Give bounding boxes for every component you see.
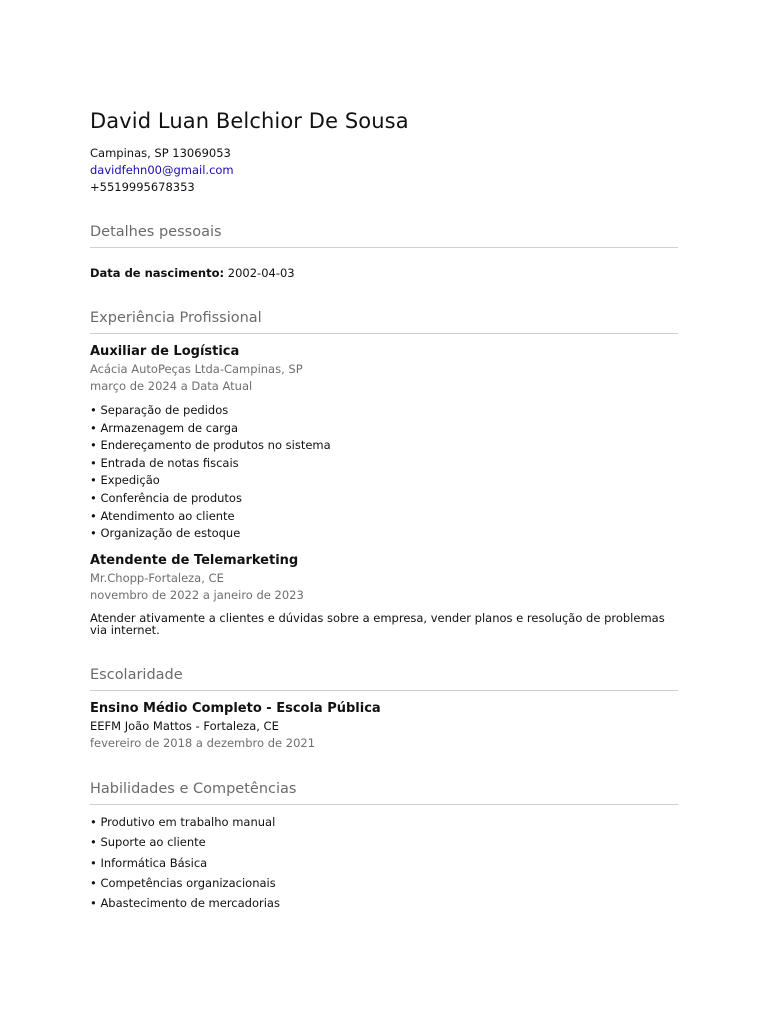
email-link[interactable]: davidfehn00@gmail.com [90,163,234,177]
birth-date-label: Data de nascimento: [90,266,225,280]
list-item: • Suporte ao cliente [90,835,206,850]
list-item: • Separação de pedidos [90,403,229,417]
job-company: Mr.Chopp-Fortaleza, CE [90,570,224,585]
job-company: Acácia AutoPeças Ltda-Campinas, SP [90,362,303,376]
job-title: Auxiliar de Logística [90,344,240,359]
section-title-education: Escolaridade [90,666,183,683]
education-degree: Ensino Médio Completo - Escola Pública [90,700,381,716]
section-skills [90,779,678,914]
candidate-name: David Luan Belchior De Sousa [90,109,409,133]
list-item: • Atendimento ao cliente [90,508,235,523]
list-item: • Conferência de produtos [90,490,242,505]
section-education [90,665,678,752]
skills-list [90,812,678,914]
list-item: • Informática Básica [90,855,208,870]
list-item: • Entrada de notas fiscais [90,455,239,470]
location: Campinas, SP 13069053 [90,146,231,160]
section-divider [90,804,678,805]
section-title-personal: Detalhes pessoais [90,224,222,240]
list-item: • Expedição [90,473,160,488]
job-entry [90,343,678,543]
list-item: • Armazenagem de carga [90,420,239,435]
section-experience [90,308,678,636]
phone: +5519995678353 [90,180,195,194]
list-item: • Produtivo em trabalho manual [90,814,276,829]
list-item: • Competências organizacionais [90,875,276,890]
job-period: março de 2024 a Data Atual [90,379,253,393]
job-duties-list [90,402,678,543]
job-period: novembro de 2022 a janeiro de 2023 [90,587,304,602]
birth-date-value: 2002-04-03 [227,266,295,280]
section-personal [90,222,678,281]
list-item: • Organização de estoque [90,526,241,541]
list-item: • Endereçamento de produtos no sistema [90,438,331,453]
education-school: EEFM João Mattos - Fortaleza, CE [90,718,279,733]
section-title-experience: Experiência Profissional [90,310,262,326]
section-divider [90,247,678,248]
education-period: fevereiro de 2018 a dezembro de 2021 [90,735,316,750]
list-item: • Abastecimento de mercadorias [90,896,280,911]
job-title: Atendente de Telemarketing [90,552,299,568]
section-title-skills: Habilidades e Competências [90,780,297,797]
job-entry [90,552,678,636]
resume-content [90,107,678,914]
birth-date-row [90,265,678,281]
section-divider [90,690,678,691]
job-description: Atender ativamente a clientes e dúvidas sobre a empresa, vender planos e resolução de problemas via internet. [90,610,665,637]
section-divider [90,333,678,334]
